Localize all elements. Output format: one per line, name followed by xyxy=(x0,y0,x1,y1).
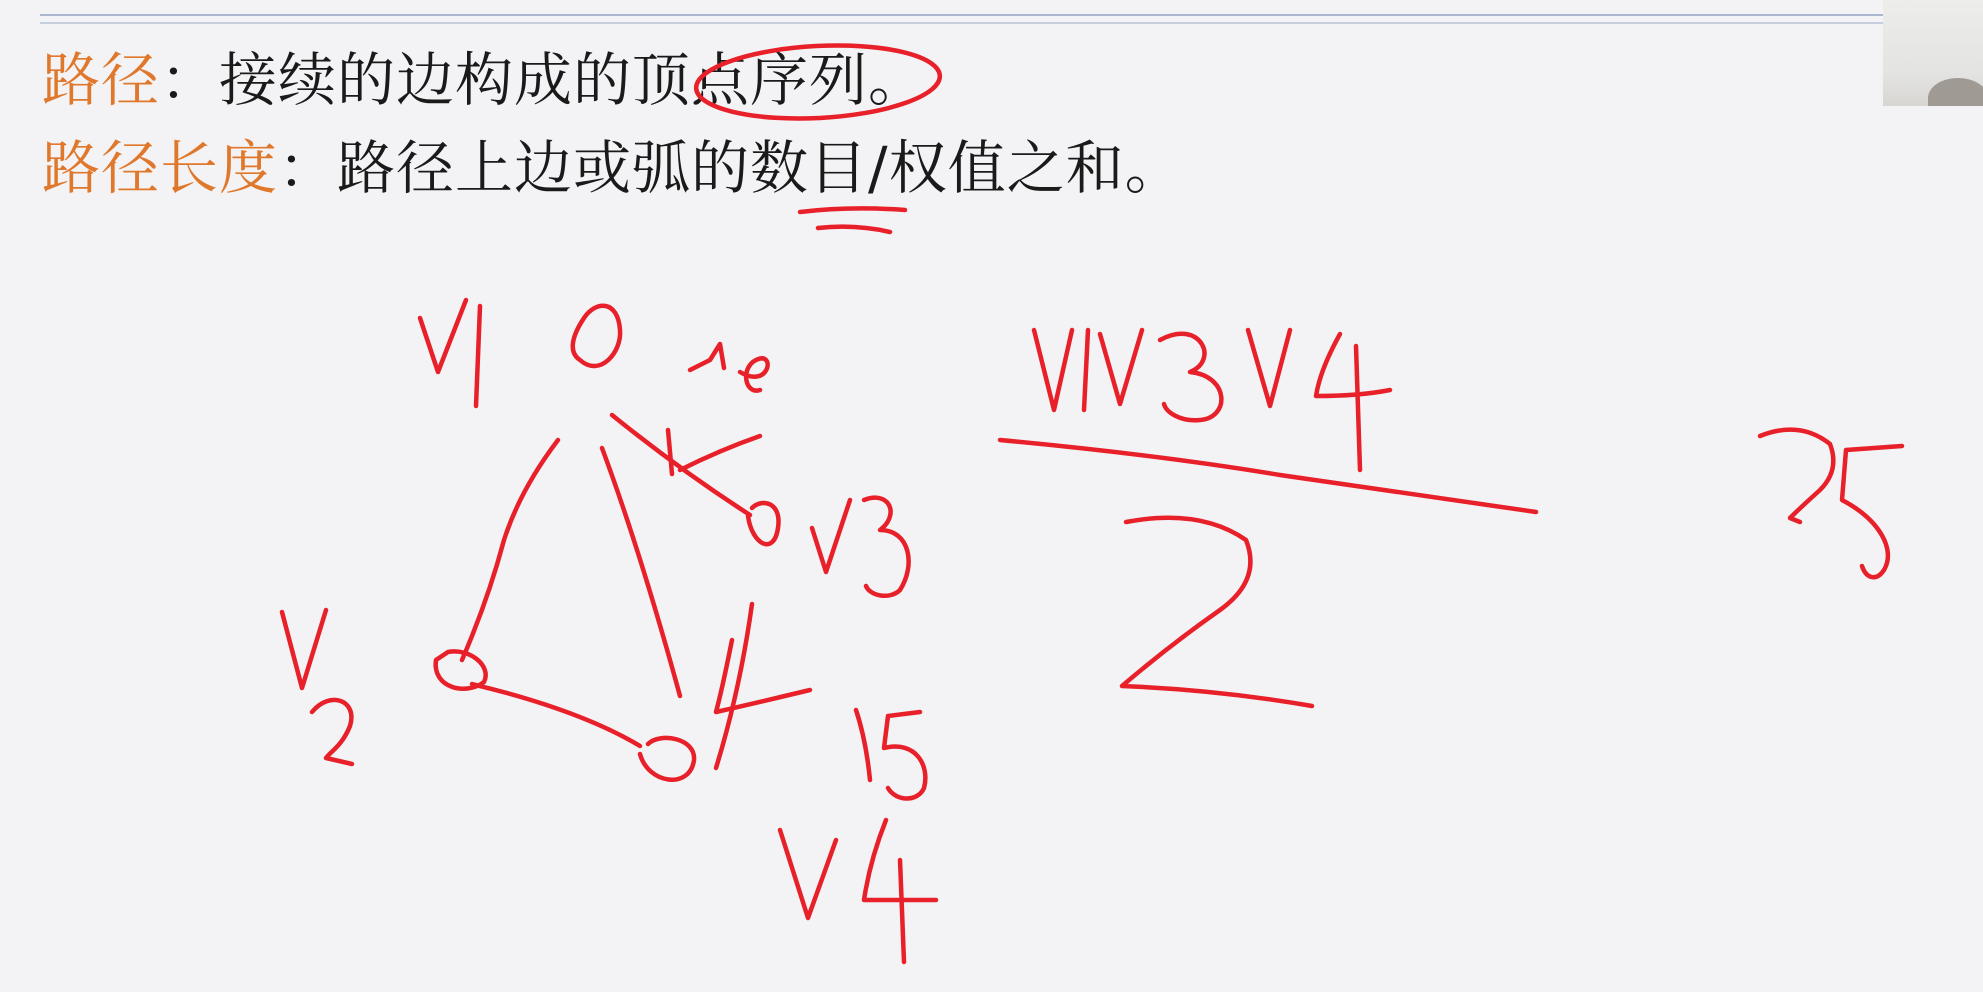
underline-count xyxy=(800,208,905,212)
weight-15-one xyxy=(856,710,870,780)
weight-10-zero xyxy=(740,358,768,390)
node-v4 xyxy=(640,738,694,780)
weight-sum-5 xyxy=(1842,446,1902,577)
circle-around-vertex-sequence xyxy=(694,40,941,125)
path-length-2 xyxy=(1122,518,1312,706)
definition-path-length-text: 路径上边或弧的数目/权值之和。 xyxy=(337,134,1184,202)
underline-count-2 xyxy=(818,227,890,232)
weight-15-five xyxy=(884,712,925,799)
path-text-v1 xyxy=(1034,330,1088,410)
edge-v2-v4 xyxy=(472,684,640,746)
label-v3 xyxy=(812,498,909,596)
definition-path-text: 接续的边构成的顶点序列。 xyxy=(219,46,928,114)
weight-4-stroke xyxy=(716,640,810,712)
fraction-bar xyxy=(1000,440,1536,512)
weight-10-one xyxy=(690,344,724,370)
edge-v1-v3 xyxy=(612,415,750,515)
term-colon: ： xyxy=(278,134,338,202)
path-text-v3 xyxy=(1100,330,1221,420)
node-v2 xyxy=(436,651,486,688)
weight-sum-2 xyxy=(1760,430,1833,522)
term-path: 路径 xyxy=(42,46,161,114)
edge-v1-v4 xyxy=(602,448,680,696)
label-v4 xyxy=(780,820,936,962)
edge-v1-v2 xyxy=(462,440,558,660)
node-v1 xyxy=(573,306,620,366)
label-v1 xyxy=(420,300,480,406)
term-colon: ： xyxy=(160,46,220,114)
term-path-length: 路径长度 xyxy=(42,134,279,202)
label-v2 xyxy=(282,610,352,764)
path-text-v4 xyxy=(1248,330,1390,470)
node-v3 xyxy=(748,503,779,544)
edge-mark xyxy=(668,430,760,474)
